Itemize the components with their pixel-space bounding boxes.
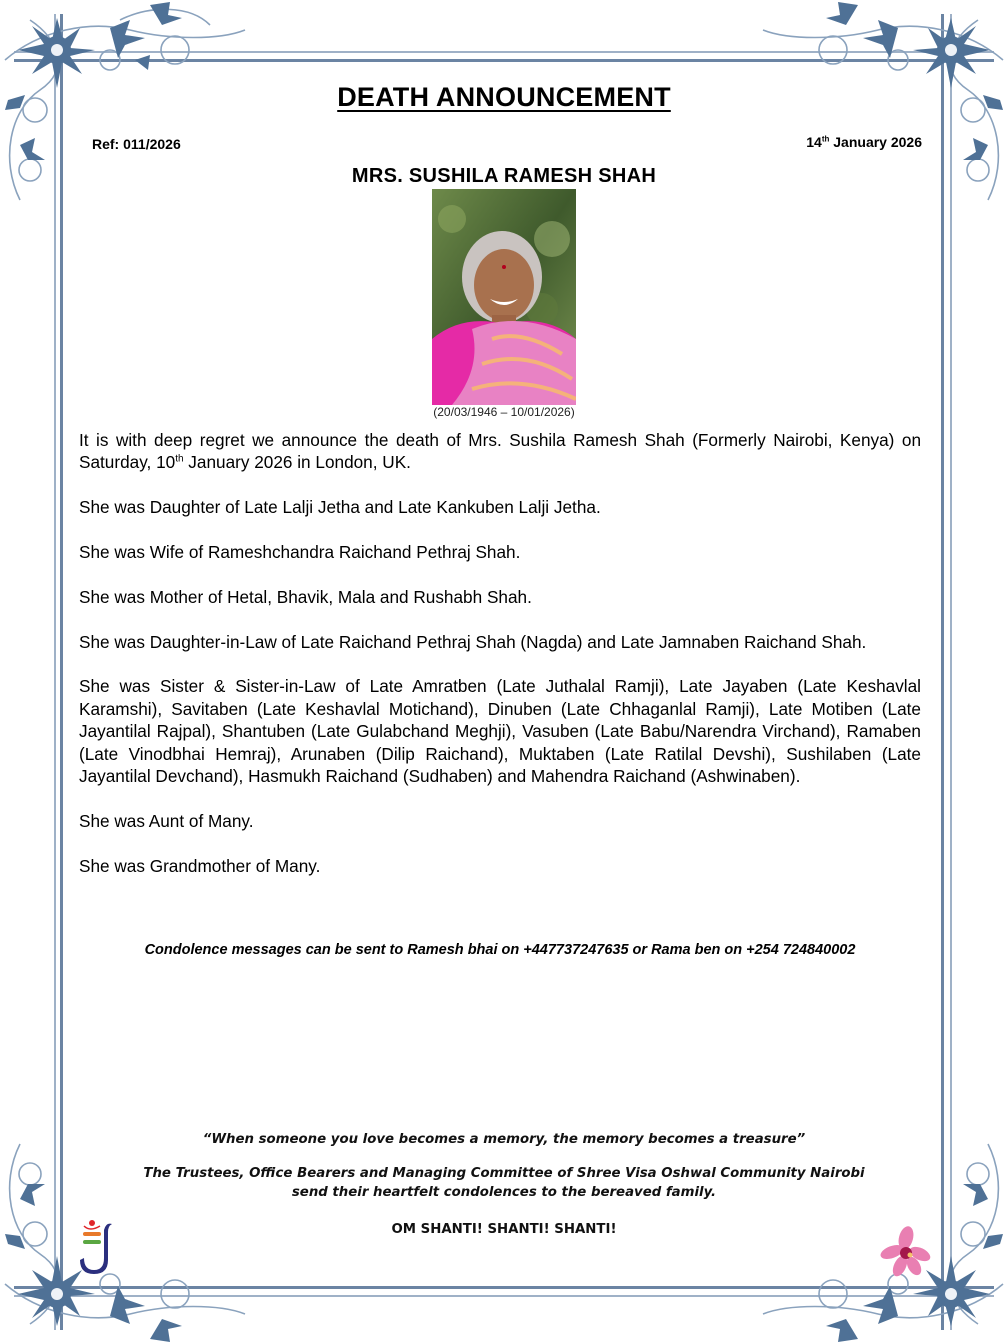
date-rest: January 2026	[829, 134, 922, 150]
daughter-in-law-paragraph: She was Daughter-in-Law of Late Raichand Pethraj Shah (Nagda) and Late Jamnaben Raichand Shah.	[79, 631, 867, 652]
document-title: DEATH ANNOUNCEMENT	[337, 82, 671, 112]
orchid-flower-icon	[880, 1226, 932, 1278]
corner-ornament-top-right	[748, 0, 1008, 240]
grandmother-paragraph: She was Grandmother of Many.	[79, 855, 321, 876]
date-suffix: th	[821, 134, 830, 144]
intro-paragraph	[79, 429, 921, 474]
reference-number: Ref: 011/2026	[92, 136, 181, 152]
floral-ornament-icon	[748, 0, 1008, 240]
condolence-contact-note: Condolence messages can be sent to Ramesh bhai on +447737247635 or Rama ben on +254 724840002	[144, 942, 856, 958]
closing-prayer: OM SHANTI! SHANTI! SHANTI!	[391, 1222, 617, 1237]
aunt-paragraph: She was Aunt of Many.	[79, 810, 254, 831]
orchid-decoration	[880, 1226, 932, 1278]
trustees-message	[0, 1164, 1008, 1202]
announcement-body	[79, 429, 921, 899]
announcement-date	[806, 134, 922, 150]
memorial-quote: “When someone you love becomes a memory, the memory becomes a treasure”	[202, 1132, 806, 1147]
deceased-portrait	[432, 189, 576, 405]
floral-ornament-icon	[0, 0, 260, 240]
daughter-paragraph: She was Daughter of Late Lalji Jetha and Late Kankuben Lalji Jetha.	[79, 497, 601, 518]
wife-paragraph: She was Wife of Rameshchandra Raichand Pethraj Shah.	[79, 542, 521, 562]
deceased-name: MRS. SUSHILA RAMESH SHAH	[351, 165, 657, 187]
jain-logo-icon	[80, 1218, 120, 1276]
intro-date-suffix: th	[175, 453, 184, 465]
lifespan-dates: (20/03/1946 – 10/01/2026)	[433, 405, 575, 419]
intro-text-end: January 2026 in London, UK.	[183, 452, 411, 473]
mother-paragraph: She was Mother of Hetal, Bhavik, Mala and Rushabh Shah.	[79, 586, 532, 607]
trustees-line-1: The Trustees, Office Bearers and Managing Committee of Shree Visa Oshwal Community Nairobi	[143, 1166, 865, 1181]
sister-paragraph: She was Sister & Sister-in-Law of Late Amratben (Late Juthalal Ramji), Late Jayaben (Late Keshavlal Karamshi), Savitaben (Late Keshavlal Motichand), Dinuben (Late Chhaganlal Ramji), Late Motiben (Late Jayantilal Rajpal), Shantuben (Late Gulabchand Meghji), Vasuben (Late Babu/Narendra Virchand), Ramaben (Late Vinodbhai Hemraj), Arunaben (Dilip Raichand), Muktaben (Late Ratilal Devshi), Sushilaben (Late Jayantilal Devchand), Hasmukh Raichand (Sudhaben) and Mahendra Raichand (Ashwinaben).	[79, 676, 921, 787]
intro-text: It is with deep regret we announce the death of Mrs. Sushila Ramesh Shah (Formerly Nairobi, Kenya) on Saturday, 10	[79, 430, 921, 473]
date-day: 14	[806, 134, 822, 150]
corner-ornament-top-left	[0, 0, 260, 240]
trustees-line-2: send their heartfelt condolences to the bereaved family.	[291, 1185, 717, 1200]
community-logo	[80, 1218, 120, 1276]
portrait-image	[432, 189, 576, 405]
